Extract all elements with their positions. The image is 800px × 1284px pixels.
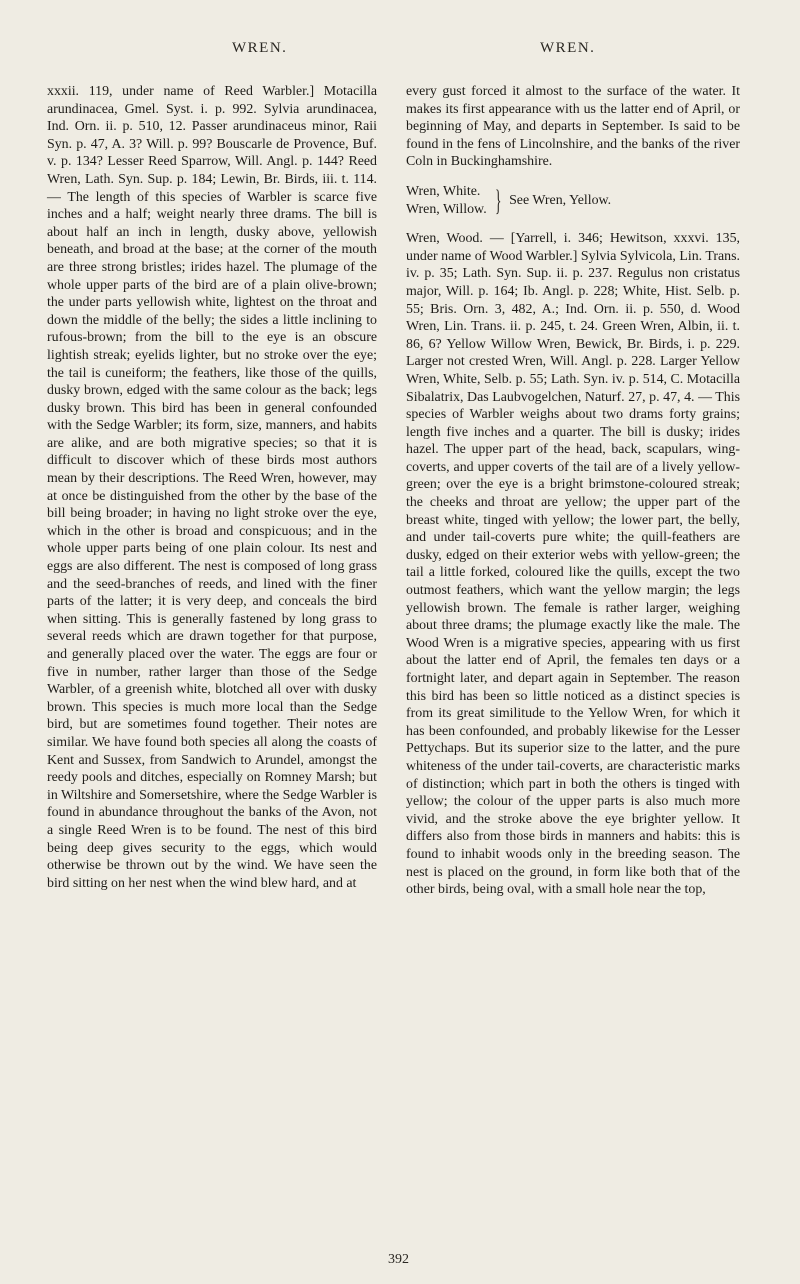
reed-wren-entry-continued: xxxii. 119, under name of Reed Warbler.] Motacilla arundinacea, Gmel. Syst. i. p. 992. Sylvia arundinacea, Ind. Orn. ii. p. 510, 12. Passer arundinaceus minor, Raii Syn. p. 47, A. 3? Will. p. 99? Bouscarle de Provence, Buf. v. p. 134? Lesser Reed Sparrow, Will. Angl. p. 144? Reed Wren, Lath. Syn. Sup. p. 184; Lewin, Br. Birds, iii. t. 114. — The length of this species of Warbler is scarce five inches and a half; weight nearly three drams. The bill is about half an inch in length, dusky above, yellowish beneath, and broad at the base; at the corner of the mouth are three strong bristles; irides hazel. The plumage of the whole upper parts of the bird are of a plain olive-brown; the under parts yellowish white, lightest on the throat and down the middle of the belly; the sides a little inclining to rufous-brown; from the bill to the eye is an obscure lightish streak; eyelids lighter, but no stroke over the eye; the tail is cuneiform; the feathers, like those of the quills, dusky brown, edged with the same colour as the back; legs dusky brown. This bird has been in general confounded with the Sedge Warbler; its form, size, manners, and habits are alike, and are both migrative species; so that it is difficult to discover which of these birds most authors mean by their descriptions. The Reed Wren, however, may at once be distinguished from the other by the base of the bill being broader; in having no light stroke over the eye, which in the other is broad and conspicuous; and in the whole upper parts being of one plain colour. Its nest and eggs are also different. The nest is composed of long grass and the seed-branches of reeds, and lined with the finer parts of the latter; it is very deep, and conceals the bird when sitting. This is generally fastened by long grass to several reeds which are drawn together for that purpose, and generally placed over the water. The eggs are four or five in number, rather larger than those of the Sedge Warbler, of a greenish white, blotched all over with dusky brown. This species is much more local than the Sedge bird, but are sometimes found together. Their notes are similar. We have found both species all along the coasts of Kent and Sussex, from Sandwich to Arundel, amongst the reedy pools and ditches, especially on Romney Marsh; but in Wiltshire and Somersetshire, where the Sedge Warbler is found in abundance throughout the banks of the Avon, not a single Reed Wren is to be found. The nest of this bird being deep gives security to the eggs, which would otherwise be thrown out by the wind. We have seen the bird sitting on her nest when the wind blew hard, and at xyxy=(47,84,377,891)
running-head-right: WREN. xyxy=(540,40,596,56)
brace-glyph: } xyxy=(494,183,502,217)
right-column xyxy=(406,83,740,911)
wood-wren-entry: Wren, Wood. — [Yarrell, i. 346; Hewitson, xxxvi. 135, under name of Wood Warbler.] Sylvia Sylvicola, Lin. Trans. iv. p. 35; Lath. Syn. Sup. ii. p. 237. Regulus non cristatus major, Will. p. 164; Ib. Angl. p. 228; White, Hist. Selb. p. 55; Bris. Orn. 3, 482, A.; Ind. Orn. ii. p. 550, d. Wood Wren, Lin. Trans. ii. p. 245, t. 24. Green Wren, Albin, ii. t. 86, 6? Yellow Willow Wren, Bewick, Br. Birds, i. p. 229. Larger not crested Wren, Will. Angl. p. 228. Larger Yellow Wren, White, Selb. p. 55; Lath. Syn. iv. p. 514, C. Motacilla Sibalatrix, Das Laubvogelchen, Naturf. 27, p. 47, 4. — This species of Warbler weighs about two drams forty grains; length five inches and a quarter. The bill is dusky; irides hazel. The upper part of the head, back, scapulars, wing-coverts, and upper coverts of the tail are of a lively yellow-green; over the eye is a bright brimstone-coloured streak; the cheeks and throat are yellow; the upper part of the breast white, tinged with yellow; the lower part, the belly, and under tail-coverts pure white; the quill-feathers are dusky, edged on their exterior webs with yellow-green; the tail a little forked, coloured like the quills, except the two outmost feathers, which want the yellow margin; the legs yellowish brown. The female is rather larger, weighing about three drams; the plumage exactly like the male. The Wood Wren is a migrative species, appearing with us first about the latter end of April, the females ten days or a fortnight later, and depart again in September. The reason this bird has been so little noticed as a distinct species is from its great similitude to the Yellow Wren, for which it has been confounded, and probably likewise for the Lesser Pettychaps. But its superior size to the latter, and the pure whiteness of the under tail-coverts, are characteristic marks of distinction; which part in both the others is tinged with yellow; the colour of the upper parts is also much more vivid, and the stroke above the eye brighter yellow. It differs also from those birds in manners and habits: this is found to inhabit woods only in the breeding season. The nest is placed on the ground, in form like both that of the other birds, being oval, with a small hole near the top, xyxy=(406,231,740,898)
running-head-left: WREN. xyxy=(232,40,288,56)
wren-white-heading: Wren, White. xyxy=(406,183,481,199)
cross-reference-names xyxy=(406,183,487,218)
see-reference: See Wren, Yellow. xyxy=(509,192,612,208)
reed-wren-entry-end: every gust forced it almost to the surface of the water. It makes its first appearance with us the latter end of April, or beginning of May, and departs in September. Is said to be found in the fens of Lincolnshire, and the banks of the river Coln in Buckinghamshire. xyxy=(406,84,740,170)
cross-reference-white-willow xyxy=(406,183,740,218)
page-number: 392 xyxy=(388,1252,409,1267)
wren-willow-heading: Wren, Willow. xyxy=(406,201,487,217)
left-column xyxy=(47,83,377,904)
